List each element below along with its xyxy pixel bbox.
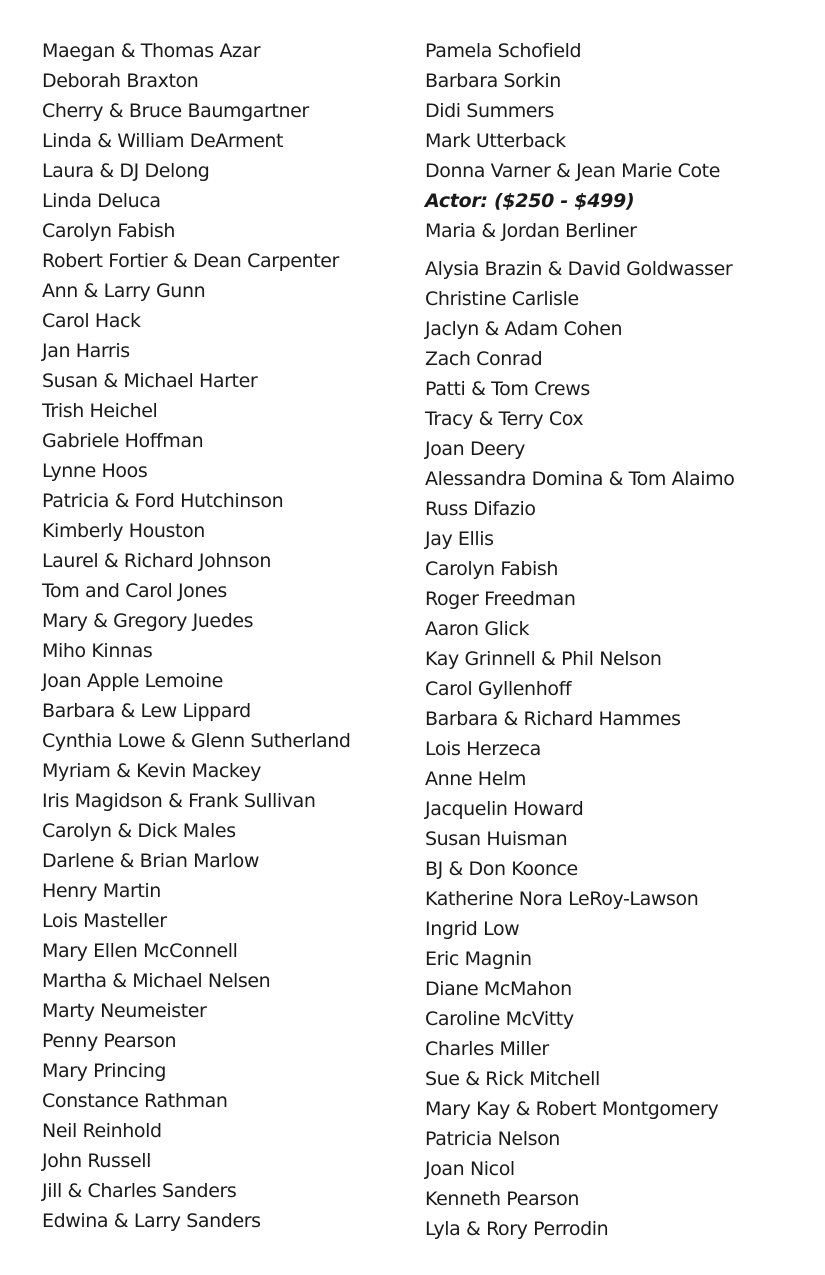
donor-name: Charles Miller <box>425 1038 549 1060</box>
donor-name: Pamela Schofield <box>425 40 582 62</box>
donor-name: Trish Heichel <box>42 400 158 422</box>
donor-name: Carolyn Fabish <box>42 220 176 242</box>
donor-name: Patricia Nelson <box>425 1128 560 1150</box>
donor-name: Ingrid Low <box>425 918 520 940</box>
donor-name: Neil Reinhold <box>42 1120 162 1142</box>
donor-name: Didi Summers <box>425 100 555 122</box>
tier-heading-actor: Actor: ($250 - $499) <box>425 190 635 212</box>
donor-name: Tracy & Terry Cox <box>425 408 584 430</box>
donor-name: Maria & Jordan Berliner <box>425 220 637 242</box>
donor-name: Jill & Charles Sanders <box>42 1180 237 1202</box>
donor-name: Carolyn Fabish <box>425 558 559 580</box>
donor-name: Kay Grinnell & Phil Nelson <box>425 648 662 670</box>
donor-name: Jacquelin Howard <box>425 798 584 820</box>
donor-name: Carol Gyllenhoff <box>425 678 572 700</box>
donor-name: Roger Freedman <box>425 588 576 610</box>
donor-name: Iris Magidson & Frank Sullivan <box>42 790 316 812</box>
donor-name: Lois Masteller <box>42 910 167 932</box>
donor-name: John Russell <box>42 1150 151 1172</box>
donor-name: Linda & William DeArment <box>42 130 284 152</box>
donor-name: Tom and Carol Jones <box>42 580 227 602</box>
donor-name: Donna Varner & Jean Marie Cote <box>425 160 721 182</box>
donor-name: Edwina & Larry Sanders <box>42 1210 261 1232</box>
donor-name: Kenneth Pearson <box>425 1188 579 1210</box>
donor-name: Mary Kay & Robert Montgomery <box>425 1098 719 1120</box>
donor-name: Russ Difazio <box>425 498 536 520</box>
donor-name: Jaclyn & Adam Cohen <box>425 318 623 340</box>
donor-name: BJ & Don Koonce <box>425 858 578 880</box>
donor-name: Alessandra Domina & Tom Alaimo <box>425 468 735 490</box>
donor-name: Myriam & Kevin Mackey <box>42 760 261 782</box>
donor-name: Mary & Gregory Juedes <box>42 610 254 632</box>
donor-name: Alysia Brazin & David Goldwasser <box>425 258 733 280</box>
donor-name: Eric Magnin <box>425 948 532 970</box>
donor-name: Caroline McVitty <box>425 1008 574 1030</box>
donor-name: Penny Pearson <box>42 1030 177 1052</box>
donor-name: Lois Herzeca <box>425 738 541 760</box>
donor-name: Jan Harris <box>42 340 130 362</box>
donor-name: Patricia & Ford Hutchinson <box>42 490 284 512</box>
donor-name: Christine Carlisle <box>425 288 579 310</box>
donor-name: Carol Hack <box>42 310 141 332</box>
donor-name: Susan Huisman <box>425 828 568 850</box>
donor-list-right-column <box>425 36 805 1244</box>
donor-name: Susan & Michael Harter <box>42 370 258 392</box>
donor-name: Deborah Braxton <box>42 70 199 92</box>
donor-name: Barbara Sorkin <box>425 70 561 92</box>
donor-name: Robert Fortier & Dean Carpenter <box>42 250 339 272</box>
donor-name: Barbara & Lew Lippard <box>42 700 251 722</box>
donor-name: Sue & Rick Mitchell <box>425 1068 600 1090</box>
donor-name: Katherine Nora LeRoy-Lawson <box>425 888 699 910</box>
donor-name: Martha & Michael Nelsen <box>42 970 271 992</box>
donor-name: Diane McMahon <box>425 978 572 1000</box>
donor-name: Lynne Hoos <box>42 460 148 482</box>
donor-name: Aaron Glick <box>425 618 530 640</box>
donor-name: Cynthia Lowe & Glenn Sutherland <box>42 730 351 752</box>
donor-name: Lyla & Rory Perrodin <box>425 1218 609 1240</box>
donor-name: Patti & Tom Crews <box>425 378 590 400</box>
donor-name: Laura & DJ Delong <box>42 160 210 182</box>
donor-name: Mark Utterback <box>425 130 566 152</box>
donor-name: Carolyn & Dick Males <box>42 820 236 842</box>
donor-name: Kimberly Houston <box>42 520 205 542</box>
donor-name: Joan Apple Lemoine <box>42 670 223 692</box>
donor-name: Joan Nicol <box>425 1158 515 1180</box>
donor-name: Laurel & Richard Johnson <box>42 550 271 572</box>
donor-name: Constance Rathman <box>42 1090 228 1112</box>
donor-name: Miho Kinnas <box>42 640 153 662</box>
donor-name: Henry Martin <box>42 880 161 902</box>
donor-name: Ann & Larry Gunn <box>42 280 206 302</box>
donor-name: Jay Ellis <box>425 528 494 550</box>
donor-name: Marty Neumeister <box>42 1000 207 1022</box>
donor-name: Zach Conrad <box>425 348 543 370</box>
donor-name: Cherry & Bruce Baumgartner <box>42 100 309 122</box>
donor-name: Anne Helm <box>425 768 526 790</box>
donor-name: Maegan & Thomas Azar <box>42 40 261 62</box>
donor-list-left-column <box>42 36 402 1236</box>
donor-name: Barbara & Richard Hammes <box>425 708 681 730</box>
donor-name: Mary Ellen McConnell <box>42 940 238 962</box>
donor-name: Joan Deery <box>425 438 526 460</box>
donor-name: Linda Deluca <box>42 190 161 212</box>
donor-name: Darlene & Brian Marlow <box>42 850 260 872</box>
donor-name: Gabriele Hoffman <box>42 430 204 452</box>
donor-name: Mary Princing <box>42 1060 167 1082</box>
